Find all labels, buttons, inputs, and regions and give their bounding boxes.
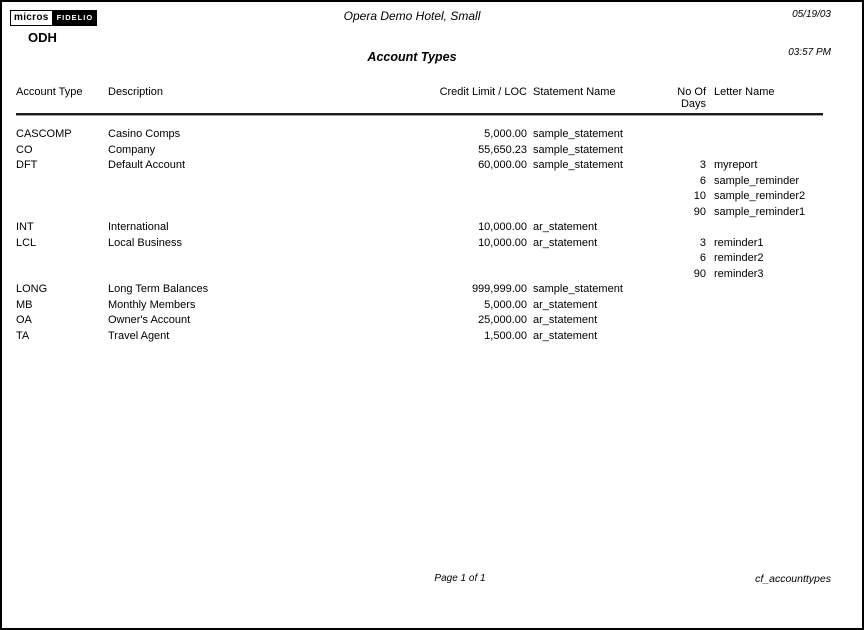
column-header-credit-limit: Credit Limit / LOC [439,86,527,98]
table-row [16,220,823,236]
no-of-days-cell: 90 [693,267,706,280]
letter-name-cell: reminder2 [714,252,764,264]
description-cell: Default Account [108,159,186,171]
column-header-statement-name: Statement Name [533,86,616,98]
letter-name-cell: reminder3 [714,267,764,280]
description-cell: International [108,221,169,233]
account-type-cell: CASCOMP [16,128,72,140]
description-cell: Casino Comps [108,128,181,140]
account-type-cell: CO [16,143,33,156]
letters-cell [665,313,823,329]
no-of-days-cell: 6 [699,174,706,187]
column-header-no-of-days: No Of Days [677,86,706,110]
statement-name-cell: sample_statement [533,159,623,171]
statement-name-cell: ar_statement [533,221,598,233]
account-types-table [16,86,823,344]
account-type-cell: TA [16,329,30,342]
description-cell: Monthly Members [108,298,196,311]
letter-name-cell: sample_reminder [714,174,799,187]
credit-limit-cell: 60,000.00 [478,159,527,171]
property-code: ODH [28,30,57,45]
property-name: Opera Demo Hotel, Small [343,9,481,23]
no-of-days-cell: 3 [699,159,706,171]
column-header-description: Description [108,86,164,98]
letter-line [665,236,823,252]
letters-cell [665,143,823,159]
table-row [16,127,823,143]
account-type-cell: LONG [16,283,48,295]
letter-name-cell: myreport [714,159,758,171]
letter-name-cell: sample_reminder1 [714,205,806,218]
table-row [16,298,823,314]
account-type-cell: LCL [16,236,37,249]
letters-cell [665,127,823,143]
column-header-account-type: Account Type [16,86,83,98]
header-rule [16,113,823,116]
letter-name-cell: reminder1 [714,236,764,249]
table-row [16,143,823,159]
statement-name-cell: sample_statement [533,283,623,295]
no-of-days-cell: 3 [699,236,706,249]
credit-limit-cell: 55,650.23 [478,143,527,156]
table-row [16,282,823,298]
description-cell: Local Business [108,236,182,249]
description-cell: Long Term Balances [108,283,209,295]
description-cell: Company [108,143,156,156]
table-row [16,329,823,345]
credit-limit-cell: 1,500.00 [484,329,527,342]
table-header-row [16,86,823,110]
letter-line [665,158,823,174]
table-body [16,127,823,344]
credit-limit-cell: 10,000.00 [478,236,527,249]
letters-cell [665,298,823,314]
table-row [16,313,823,329]
no-of-days-cell: 90 [693,205,706,218]
statement-name-cell: ar_statement [533,236,598,249]
account-type-cell: MB [16,298,33,311]
no-of-days-cell: 10 [693,190,706,202]
description-cell: Owner's Account [108,314,191,326]
statement-name-cell: ar_statement [533,314,598,326]
letter-line [665,205,823,221]
letter-line [665,267,823,283]
credit-limit-cell: 5,000.00 [484,298,527,311]
report-title: Account Types [367,50,457,64]
description-cell: Travel Agent [108,329,170,342]
letters-cell [665,220,823,236]
letter-line [665,189,823,205]
statement-name-cell: sample_statement [533,143,623,156]
letters-cell [665,329,823,345]
table-row [16,158,823,220]
letter-name-cell: sample_reminder2 [714,190,806,202]
report-date: 05/19/03 [792,9,831,20]
letters-cell [665,158,823,220]
page-number: Page 1 of 1 [434,573,486,584]
report-time: 03:57 PM [788,47,831,58]
letters-cell [665,282,823,298]
account-type-cell: INT [16,221,34,233]
credit-limit-cell: 5,000.00 [484,128,527,140]
account-type-cell: OA [16,314,32,326]
no-of-days-cell: 6 [699,252,706,264]
credit-limit-cell: 10,000.00 [478,221,527,233]
micros-logo-text: micros [10,10,53,26]
account-type-cell: DFT [16,159,38,171]
letter-line [665,174,823,190]
statement-name-cell: ar_statement [533,298,598,311]
letter-line [665,251,823,267]
column-header-letter-name: Letter Name [714,86,775,98]
letters-cell [665,236,823,283]
report-code: cf_accounttypes [755,573,831,585]
statement-name-cell: sample_statement [533,128,623,140]
credit-limit-cell: 999,999.00 [471,283,527,295]
credit-limit-cell: 25,000.00 [478,314,527,326]
fidelio-logo-text: FIDELIO [53,10,98,26]
table-row [16,236,823,283]
statement-name-cell: ar_statement [533,329,598,342]
